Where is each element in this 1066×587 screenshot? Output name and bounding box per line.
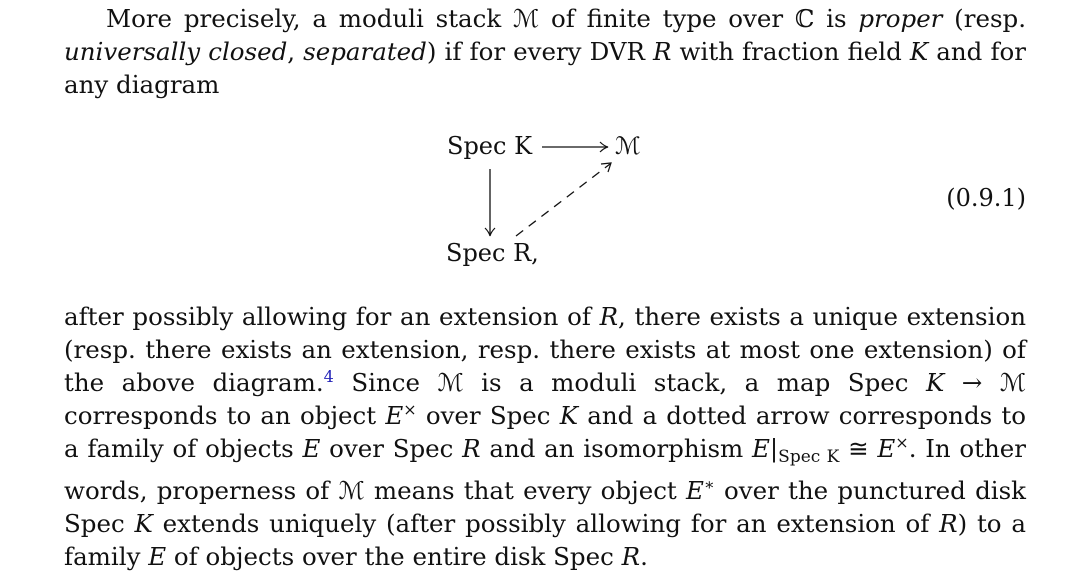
equation-number: (0.9.1) [946,184,1026,212]
paragraph-explanation: after possibly allowing for an extension of R, there exists a unique extension (resp. there exists an extension, resp. there exists at most one extension) of the above diagram.$^4$ Since ℳ is a moduli stack, a map Spec K → ℳ corresponds to an object E× over Spec K and a dotted arrow corresponds to a family of objects E over Spec R and an isomorphism $E|_{Spec K}$ ≅ E×. In other words, properness of ℳ means that every object E∗ over the punctured disk Spec K extends uniquely (after possibly allowing for an extension of R) to a family E of objects over the entire disk Spec R. [64,302,1027,571]
term-separated: separated [303,37,427,66]
commutative-diagram [444,128,684,273]
text: of finite type over [539,4,795,33]
text: is [814,4,859,33]
text: ) if for every DVR [426,37,654,66]
footnote-link[interactable]: 4 [323,366,334,386]
math-R: R [653,37,672,66]
term-proper: proper [858,4,943,33]
node-spec-k: Spec K [447,132,533,160]
math-moduli-stack: ℳ [513,4,540,33]
text: (resp. [942,4,1026,33]
node-moduli-stack: ℳ [615,132,641,160]
text: and for any diagram [64,37,1026,99]
text: , [287,37,304,66]
arrow-dashed-diagonal [516,164,610,236]
math-complex-numbers: ℂ [794,4,815,33]
math-K: K [909,37,929,66]
text: More precisely, a moduli stack [106,4,513,33]
paragraph-definition [64,2,1026,101]
term-universally-closed: universally closed [64,37,288,66]
node-spec-r: Spec R, [446,239,539,267]
text: with fraction field [671,37,910,66]
